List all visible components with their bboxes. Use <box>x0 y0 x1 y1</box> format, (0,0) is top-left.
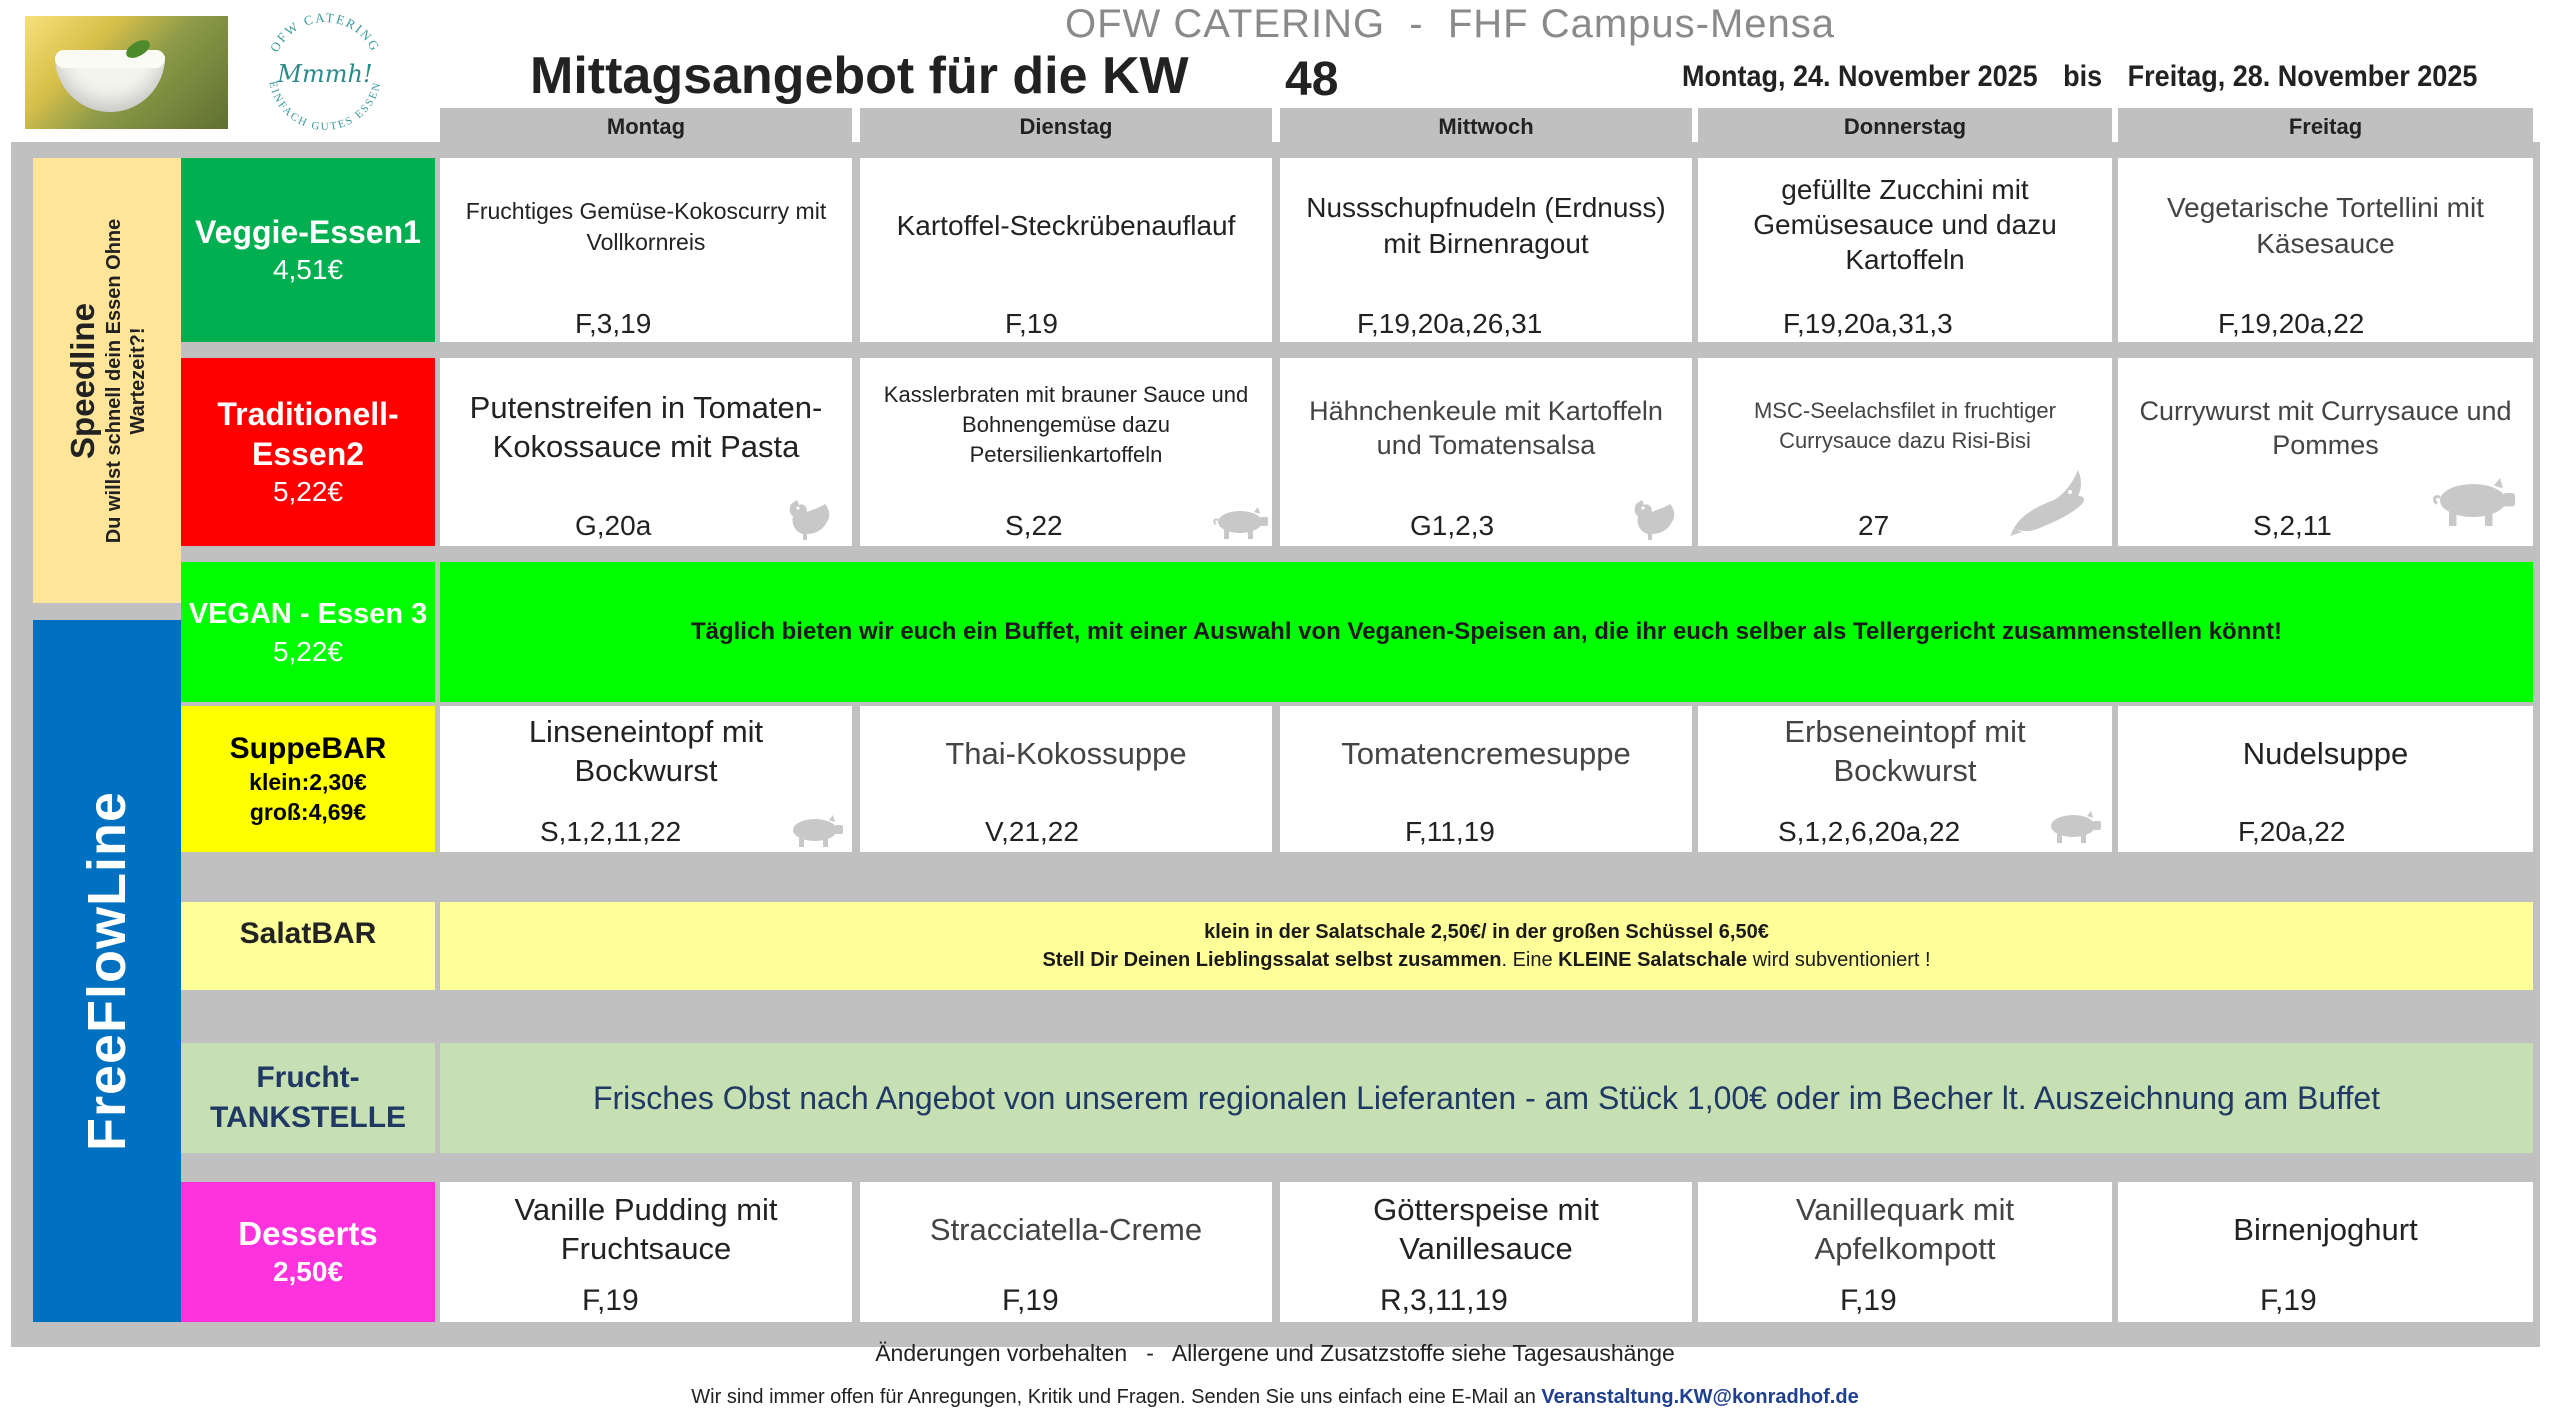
soup-cell-friday <box>2118 706 2533 852</box>
dessert-cell-friday <box>2118 1182 2533 1322</box>
category-traditionell-name-2: Essen2 <box>251 436 365 472</box>
veggie-cell-monday <box>440 158 852 342</box>
brand-line: OFW CATERING - FHF Campus-Mensa <box>1064 2 1836 46</box>
footer-contact-text: Wir sind immer offen für Anregungen, Kritik und Fragen. Senden Sie uns einfach eine E-Mail an <box>691 1386 1542 1408</box>
category-veggie-price: 4,51€ <box>272 254 344 285</box>
allergen-codes: G1,2,3 <box>1410 510 1495 541</box>
category-salatbar-name: SalatBAR <box>239 917 377 950</box>
allergen-codes: F,19 <box>2260 1284 2317 1317</box>
catering-logo <box>255 8 395 132</box>
date-separator: bis <box>2063 60 2103 93</box>
soup-cell-monday <box>440 706 852 852</box>
dish-name: Vanille Pudding mit Fruchtsauce <box>514 1192 778 1266</box>
pig-icon <box>785 814 845 848</box>
fish-icon <box>2008 466 2088 538</box>
allergen-codes: V,21,22 <box>985 816 1079 847</box>
allergen-codes: S,1,2,6,20a,22 <box>1778 816 1961 847</box>
svg-text:OFW CATERING <box>267 10 384 55</box>
kw-number: 48 <box>1285 53 1339 106</box>
vegan-banner <box>440 562 2533 702</box>
footer-contact <box>0 1386 2550 1409</box>
logo-ring-top: OFW CATERING <box>266 9 384 55</box>
traditionell-cell-wednesday <box>1280 358 1692 546</box>
dish-name: Kartoffel-Steckrübenauflauf <box>896 210 1236 241</box>
dessert-photo <box>25 16 228 129</box>
category-traditionell-price: 5,22€ <box>272 476 344 507</box>
category-suppebar-price-small: klein:2,30€ <box>249 769 367 795</box>
dish-name: Stracciatella-Creme <box>929 1212 1203 1247</box>
dish-name: Putenstreifen in Tomaten-Kokossauce mit Pasta <box>469 390 823 464</box>
dish-name: Nussschupfnudeln (Erdnuss) mit Birnenragout <box>1306 192 1666 259</box>
pig-icon <box>1210 506 1270 540</box>
allergen-codes: F,11,19 <box>1405 816 1495 847</box>
day-header-tuesday: Dienstag <box>860 108 1272 150</box>
speedline-subtitle-1: Du willst schnell dein Essen Ohne <box>103 218 125 543</box>
allergen-codes: F,19 <box>1002 1284 1059 1317</box>
dish-name: Erbseneintopf mit Bockwurst <box>1784 714 2026 788</box>
vegan-text: Täglich bieten wir euch ein Buffet, mit einer Auswahl von Veganen-Speisen an, die ihr euch selber als Tellergericht zusammenstellen könnt! <box>690 618 2283 645</box>
allergen-codes: F,3,19 <box>575 308 652 339</box>
category-vegan-name: VEGAN - Essen 3 <box>188 598 428 630</box>
date-range <box>1682 60 2495 94</box>
footer-email-link[interactable]: Veranstaltung.KW@konradhof.de <box>1541 1386 1859 1408</box>
frucht-text: Frisches Obst nach Angebot von unserem regionalen Lieferanten - am Stück 1,00€ oder im Becher lt. Auszeichnung am Buffet <box>592 1079 2381 1116</box>
dessert-cell-monday <box>440 1182 852 1322</box>
chicken-icon <box>785 496 835 542</box>
allergen-codes: S,1,2,11,22 <box>540 816 682 847</box>
freeflowline-panel <box>33 620 181 1322</box>
traditionell-cell-monday <box>440 358 852 546</box>
dish-name: Vanillequark mit Apfelkompott <box>1795 1192 2015 1266</box>
soup-cell-thursday <box>1698 706 2112 852</box>
category-traditionell <box>181 358 435 546</box>
category-vegan <box>181 562 435 702</box>
category-suppebar-name: SuppeBAR <box>229 732 387 765</box>
allergen-codes: F,19,20a,31,3 <box>1783 308 1953 339</box>
dish-name: Birnenjoghurt <box>2233 1212 2418 1247</box>
veggie-cell-friday <box>2118 158 2533 342</box>
allergen-codes: S,22 <box>1005 510 1063 541</box>
soup-cell-wednesday <box>1280 706 1692 852</box>
veggie-cell-tuesday <box>860 158 1272 342</box>
allergen-codes: F,19 <box>582 1284 639 1317</box>
category-salatbar <box>181 902 435 990</box>
dessert-cell-tuesday <box>860 1182 1272 1322</box>
logo-ring-bottom: EINFACH GUTES ESSEN <box>266 79 384 132</box>
day-header-friday: Freitag <box>2118 108 2533 150</box>
dish-name: Hähnchenkeule mit Kartoffeln und Tomatensalsa <box>1309 396 1663 460</box>
day-header-thursday: Donnerstag <box>1698 108 2112 150</box>
veggie-cell-thursday <box>1698 158 2112 342</box>
dish-name: Kasslerbraten mit brauner Sauce und Bohnengemüse dazu Petersilienkartoffeln <box>883 382 1249 467</box>
salat-line-1: klein in der Salatschale 2,50€/ in der großen Schüssel 6,50€ <box>1204 921 1769 943</box>
allergen-codes: R,3,11,19 <box>1380 1284 1508 1317</box>
traditionell-cell-tuesday <box>860 358 1272 546</box>
speedline-title: Speedline <box>64 302 101 459</box>
allergen-codes: F,19 <box>1840 1284 1897 1317</box>
date-from: Montag, 24. November 2025 <box>1682 60 2038 93</box>
allergen-codes: F,19 <box>1005 308 1058 339</box>
freeflowline-title: FreeFlowLine <box>77 790 137 1152</box>
category-frucht <box>181 1043 435 1153</box>
category-traditionell-name-1: Traditionell- <box>217 396 399 432</box>
dessert-cell-thursday <box>1698 1182 2112 1322</box>
allergen-codes: F,20a,22 <box>2238 816 2346 847</box>
chicken-icon <box>1630 496 1680 542</box>
salat-line-2b: . Eine <box>1501 949 1559 971</box>
category-veggie-name: Veggie-Essen1 <box>195 214 421 250</box>
allergen-codes: G,20a <box>575 510 652 541</box>
speedline-subtitle-2: Wartezeit?! <box>127 326 149 435</box>
salat-line-2c: KLEINE Salatschale <box>1558 949 1748 971</box>
dish-name: Currywurst mit Currysauce und Pommes <box>2139 396 2512 460</box>
category-frucht-name-2: TANKSTELLE <box>209 1101 407 1134</box>
pig-icon <box>2043 810 2103 844</box>
pig-icon <box>2428 476 2518 528</box>
allergen-codes: S,2,11 <box>2253 510 2332 541</box>
traditionell-cell-friday <box>2118 358 2533 546</box>
dish-name: Linseneintopf mit Bockwurst <box>528 714 764 788</box>
category-desserts <box>181 1182 435 1322</box>
dish-name: gefüllte Zucchini mit Gemüsesauce und dazu Kartoffeln <box>1753 174 2057 275</box>
salat-banner <box>440 902 2533 990</box>
traditionell-cell-thursday <box>1698 358 2112 546</box>
day-header-wednesday: Mittwoch <box>1280 108 1692 150</box>
category-veggie <box>181 158 435 342</box>
day-header-monday: Montag <box>440 108 852 150</box>
allergen-codes: F,19,20a,22 <box>2218 308 2365 339</box>
allergen-codes: 27 <box>1858 510 1890 541</box>
dessert-cell-wednesday <box>1280 1182 1692 1322</box>
allergen-codes: F,19,20a,26,31 <box>1357 308 1543 339</box>
category-frucht-name-1: Frucht- <box>256 1061 360 1094</box>
veggie-cell-wednesday <box>1280 158 1692 342</box>
salat-line-2d: wird subventioniert ! <box>1747 949 1931 971</box>
dish-name: Nudelsuppe <box>2242 736 2409 771</box>
date-to: Freitag, 28. November 2025 <box>2127 60 2478 93</box>
soup-cell-tuesday <box>860 706 1272 852</box>
logo-script: Mmmh! <box>277 60 373 88</box>
speedline-panel <box>33 158 181 603</box>
dish-name: Tomatencremesuppe <box>1341 736 1631 771</box>
dish-name: Vegetarische Tortellini mit Käsesauce <box>2167 192 2484 259</box>
footer-notice: Änderungen vorbehalten - Allergene und Zusatzstoffe siehe Tagesaushänge <box>875 1340 1675 1366</box>
salat-line-2 <box>1042 946 1930 974</box>
dish-name: Thai-Kokossuppe <box>945 736 1187 771</box>
category-vegan-price: 5,22€ <box>272 636 344 667</box>
dish-name: Götterspeise mit Vanillesauce <box>1373 1192 1599 1266</box>
frucht-banner <box>440 1043 2533 1153</box>
page-title: Mittagsangebot für die KW <box>530 47 1189 105</box>
category-suppebar-price-large: groß:4,69€ <box>249 799 367 825</box>
category-suppebar <box>181 706 435 852</box>
category-desserts-name: Desserts <box>238 1215 378 1252</box>
dish-name: Fruchtiges Gemüse-Kokoscurry mit Vollkornreis <box>465 198 827 255</box>
category-desserts-price: 2,50€ <box>272 1256 344 1287</box>
dish-name: MSC-Seelachsfilet in fruchtiger Currysauce dazu Risi-Bisi <box>1753 398 2056 453</box>
salat-line-2a: Stell Dir Deinen Lieblingssalat selbst zusammen <box>1042 949 1502 971</box>
